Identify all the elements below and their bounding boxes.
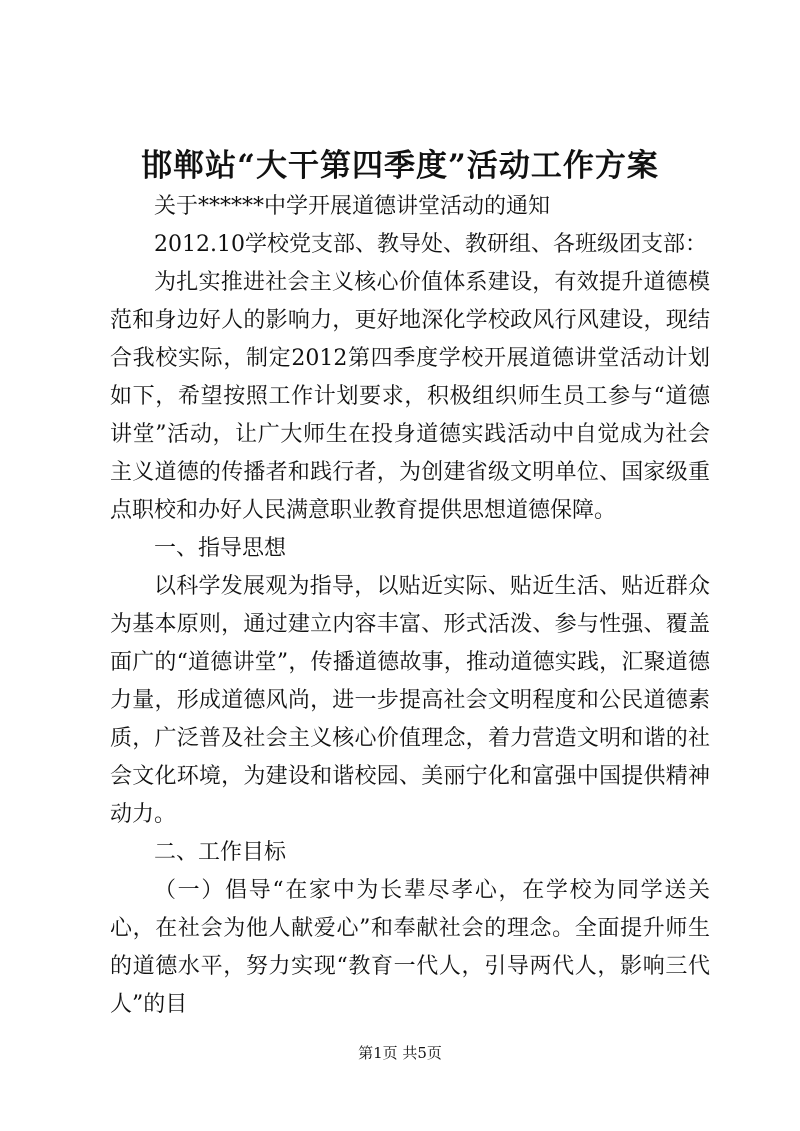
notice-subtitle: 关于******中学开展道德讲堂活动的通知 [154, 194, 551, 219]
document-title: 邯郸站“大干第四季度”活动工作方案 [141, 148, 659, 184]
intro-paragraph: 为扎实推进社会主义核心价值体系建设，有效提升道德模范和身边好人的影响力，更好地深化学校政风行风建设，现结合我校实际，制定2012第四季度学校开展道德讲堂活动计划如下，希望按照工作计划要求，积极组织师生员工参与“道德讲堂”活动，让广大师生在投身道德实践活动中自觉成为社会主义道德的传播者和践行者，为创建省级文明单位、国家级重点职校和办好人民满意职业教育提供思想道德保障。 [110, 270, 710, 523]
addressee-line: 2012.10学校党支部、教导处、教研组、各班级团支部： [154, 232, 707, 257]
guiding-ideology-paragraph: 以科学发展观为指导，以贴近实际、贴近生活、贴近群众为基本原则，通过建立内容丰富、形式活泼、参与性强、覆盖面广的“道德讲堂”，传播道德故事，推动道德实践，汇聚道德力量，形成道德风尚，进一步提高社会文明程度和公民道德素质，广泛普及社会主义核心价值理念，着力营造文明和谐的社会文化环境，为建设和谐校园、美丽宁化和富强中国提供精神动力。 [110, 574, 710, 827]
section-heading-guiding-ideology: 一、指导思想 [154, 536, 287, 561]
page-number-footer: 第1页 共5页 [358, 1044, 442, 1062]
section-heading-work-goals: 二、工作目标 [154, 840, 287, 865]
document-body [110, 188, 710, 1024]
work-goals-paragraph: （一）倡导“在家中为长辈尽孝心，在学校为同学送关心，在社会为他人献爱心”和奉献社会的理念。全面提升师生的道德水平，努力实现“教育一代人，引导两代人，影响三代人”的目 [110, 878, 710, 1017]
